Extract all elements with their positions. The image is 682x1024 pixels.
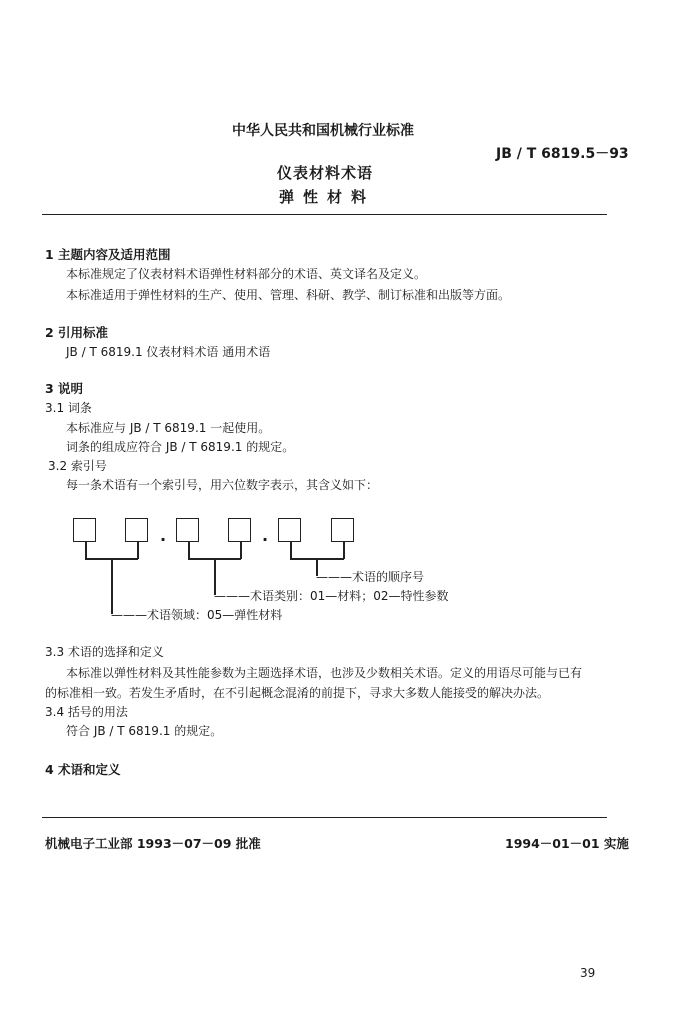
footer-rule bbox=[42, 817, 607, 818]
bracket-line bbox=[85, 542, 87, 559]
bracket-line bbox=[188, 542, 190, 559]
section-3-2-para-1: 每一条术语有一个索引号，用六位数字表示，其含义如下： bbox=[66, 478, 379, 492]
section-3-heading: 3 说明 bbox=[45, 381, 84, 396]
separator-dot-1: . bbox=[160, 526, 167, 545]
section-2-heading: 2 引用标准 bbox=[45, 325, 109, 340]
section-2-para-1: JB / T 6819.1 仪表材料术语 通用术语 bbox=[66, 345, 271, 359]
section-1-para-2: 本标准适用于弹性材料的生产、使用、管理、科研、教学、制订标准和出版等方面。 bbox=[66, 288, 511, 302]
label-term-order: ———术语的顺序号 bbox=[316, 570, 425, 584]
section-1-heading: 1 主题内容及适用范围 bbox=[45, 247, 171, 262]
section-3-3-para-1: 本标准以弹性材料及其性能参数为主题选择术语，也涉及少数相关术语。定义的用语尽可能与已有 bbox=[66, 666, 583, 680]
bracket-line bbox=[343, 542, 345, 559]
header-rule bbox=[42, 214, 607, 215]
section-3-1-para-1: 本标准应与 JB / T 6819.1 一起使用。 bbox=[66, 421, 271, 435]
digit-box-1 bbox=[73, 518, 96, 542]
approval-date: 机械电子工业部 1993－07－09 批准 bbox=[45, 836, 261, 851]
bracket-line bbox=[290, 542, 292, 559]
title-line-1: 仪表材料术语 bbox=[277, 164, 374, 182]
bracket-line bbox=[137, 542, 139, 559]
section-3-2-heading: 3.2 索引号 bbox=[48, 459, 107, 473]
issuing-body: 中华人民共和国机械行业标准 bbox=[232, 123, 414, 139]
section-3-3-heading: 3.3 术语的选择和定义 bbox=[45, 645, 164, 659]
section-3-1-para-2: 词条的组成应符合 JB / T 6819.1 的规定。 bbox=[66, 440, 295, 454]
label-term-field: ———术语领域：05—弹性材料 bbox=[111, 608, 283, 622]
bracket-line bbox=[240, 542, 242, 559]
digit-box-6 bbox=[331, 518, 354, 542]
section-4-heading: 4 术语和定义 bbox=[45, 762, 121, 777]
standard-code: JB / T 6819.5－93 bbox=[496, 146, 629, 162]
title-line-2: 弹性材料 bbox=[279, 188, 376, 206]
digit-box-3 bbox=[176, 518, 199, 542]
section-1-para-1: 本标准规定了仪表材料术语弹性材料部分的术语、英文译名及定义。 bbox=[66, 267, 427, 281]
separator-dot-2: . bbox=[262, 526, 269, 545]
digit-box-5 bbox=[278, 518, 301, 542]
section-3-3-para-2: 的标准相一致。若发生矛盾时，在不引起概念混淆的前提下，寻求大多数人能接受的解决办法。 bbox=[45, 686, 550, 700]
section-3-4-heading: 3.4 括号的用法 bbox=[45, 705, 128, 719]
page-number: 39 bbox=[580, 966, 596, 980]
digit-box-2 bbox=[125, 518, 148, 542]
digit-box-4 bbox=[228, 518, 251, 542]
effective-date: 1994－01－01 实施 bbox=[505, 836, 629, 851]
section-3-4-para-1: 符合 JB / T 6819.1 的规定。 bbox=[66, 724, 223, 738]
section-3-1-heading: 3.1 词条 bbox=[45, 401, 92, 415]
label-term-category: ———术语类别：01—材料；02—特性参数 bbox=[214, 589, 449, 603]
